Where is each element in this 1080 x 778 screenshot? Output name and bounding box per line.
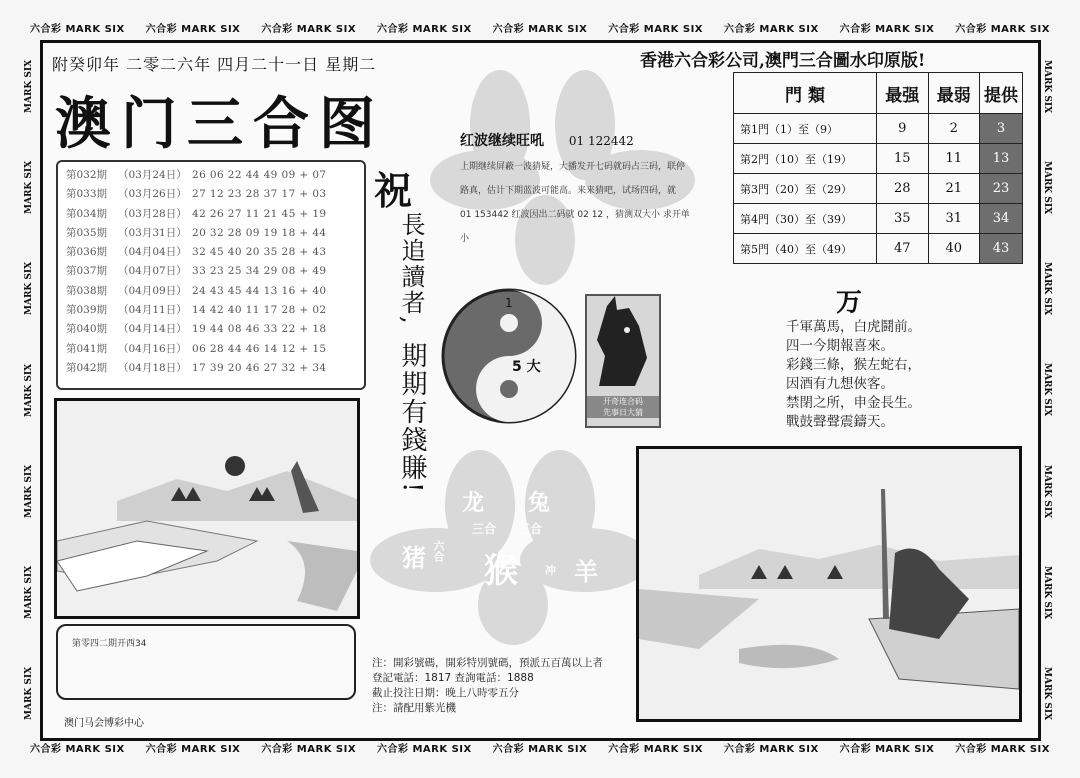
zodiac-monkey: 猴 bbox=[484, 551, 518, 591]
table-row: 第038期 （04月09日） 24 43 45 44 13 16 + 40 bbox=[66, 284, 327, 297]
top-brand-strip bbox=[30, 20, 1050, 34]
brand-logo: 六合彩 MARK SIX bbox=[492, 24, 588, 35]
brand-logo: 六合彩 MARK SIX bbox=[145, 24, 241, 35]
brand-logo: 六合彩 MARK SIX bbox=[261, 744, 357, 755]
notes-block: 注：開彩號碼，開彩特別號碼，預派五百萬以上者 登記電話：1817 查詢電話：1888 截止投注日期：晚上八時零五分 注：請配用紫光機 bbox=[372, 657, 603, 714]
zodiac-he-2: 三合 bbox=[518, 522, 543, 536]
zodiac-liu: 六合 bbox=[432, 540, 445, 562]
brand-logo: 六合彩 MARK SIX bbox=[723, 744, 819, 755]
brand-logo: 六合彩 MARK SIX bbox=[723, 24, 819, 35]
zodiac-rabbit: 兔 bbox=[528, 491, 551, 516]
greeting-main: 祝 bbox=[374, 168, 413, 213]
brand-logo: 六合彩 MARK SIX bbox=[608, 24, 704, 35]
table-row: 第5門（40）至（49） 47 40 43 bbox=[734, 234, 1023, 264]
horse-caption-2: 先事日大猜 bbox=[587, 407, 659, 418]
wave-code: 01 122442 bbox=[568, 134, 634, 148]
poem-title: 万 bbox=[836, 288, 863, 318]
horse-image bbox=[585, 294, 661, 428]
horse-caption-1: 开奇连合码 bbox=[587, 396, 659, 407]
zodiac-dragon: 龙 bbox=[462, 491, 485, 516]
brand-logo: 六合彩 MARK SIX bbox=[955, 24, 1050, 35]
brand-logo: 六合彩 MARK SIX bbox=[839, 744, 935, 755]
brand-logo: 六合彩 MARK SIX bbox=[145, 744, 241, 755]
note-box bbox=[56, 624, 356, 700]
brand-logo: 六合彩 MARK SIX bbox=[608, 744, 704, 755]
table-row: 第034期 （03月28日） 42 26 27 11 21 45 + 19 bbox=[66, 207, 327, 220]
date-line: 附癸卯年 二零二六年 四月二十一日 星期二 bbox=[52, 55, 377, 74]
brand-logo: 六合彩 MARK SIX bbox=[261, 24, 357, 35]
landscape-painting-right bbox=[636, 446, 1022, 722]
zodiac-pig: 猪 bbox=[402, 544, 426, 572]
right-brand-strip: MARK SIX MARK SIX MARK SIX MARK SIX MARK SIX MARK SIX MARK SIX bbox=[1042, 60, 1052, 720]
brand-logo: 六合彩 MARK SIX bbox=[492, 744, 588, 755]
yin-yang-top-number: 1 bbox=[505, 296, 513, 310]
brand-logo: 六合彩 MARK SIX bbox=[376, 24, 472, 35]
note-box-text: 第零四二期开西34 bbox=[72, 639, 147, 649]
table-row: 第3門（20）至（29） 28 21 23 bbox=[734, 174, 1023, 204]
draw-history-table bbox=[56, 160, 366, 390]
landscape-painting-left bbox=[54, 398, 360, 619]
table-row: 第035期 （03月31日） 20 32 28 09 19 18 + 44 bbox=[66, 226, 327, 239]
zodiac-he-1: 三合 bbox=[472, 522, 497, 536]
footer-left-label: 澳门马会博彩中心 bbox=[64, 718, 144, 729]
brand-logo: 六合彩 MARK SIX bbox=[839, 24, 935, 35]
zodiac-chong: 冲 bbox=[545, 564, 556, 577]
left-brand-strip: MARK SIX MARK SIX MARK SIX MARK SIX MARK SIX MARK SIX MARK SIX bbox=[24, 60, 34, 720]
page-title: 澳门三合图 bbox=[55, 92, 385, 157]
header-give: 提供 bbox=[980, 73, 1023, 114]
bottom-brand-strip bbox=[30, 740, 1050, 754]
wave-text: 上期继续屏蔽一波猜疑，大播发开七码就码占三码，联停路真，估计下期蓝波可能高。来来猜吧，试场四码，就 01 153442 红波因出二码就 02 12 ，猜测双大小 求开单小 bbox=[460, 162, 690, 244]
brand-logo: 六合彩 MARK SIX bbox=[30, 24, 125, 35]
brand-logo: 六合彩 MARK SIX bbox=[376, 744, 472, 755]
door-table bbox=[733, 72, 1023, 264]
table-row: 第036期 （04月04日） 32 45 40 20 35 28 + 43 bbox=[66, 246, 327, 259]
table-row: 第2門（10）至（19） 15 11 13 bbox=[734, 144, 1023, 174]
poem-text: 千軍萬馬，白虎鬪前。 四一今期報喜來。 彩錢三條，猴左蛇右， 因酒有九想俠客。 禁閉之所，申金長生。 戰鼓聲聲震鑄天。 bbox=[786, 319, 921, 430]
table-row: 第032期 （03月24日） 26 06 22 44 49 09 + 07 bbox=[66, 169, 327, 181]
table-row: 第042期 （04月18日） 17 39 20 46 27 32 + 34 bbox=[66, 361, 327, 374]
table-header-row bbox=[734, 73, 1023, 114]
header-door: 門 類 bbox=[734, 73, 877, 114]
greeting-line-1: 長追讀者, bbox=[397, 212, 425, 326]
brand-logo: 六合彩 MARK SIX bbox=[30, 744, 125, 755]
brand-logo: 六合彩 MARK SIX bbox=[955, 744, 1050, 755]
table-row: 第041期 （04月16日） 06 28 44 46 14 12 + 15 bbox=[66, 342, 327, 355]
table-row: 第1門（1）至（9） 9 2 3 bbox=[734, 114, 1023, 144]
wave-title: 红波继续旺吼 01 122442 bbox=[460, 133, 634, 149]
table-row: 第033期 （03月26日） 27 12 23 28 37 17 + 03 bbox=[66, 188, 327, 201]
table-row: 第037期 （04月07日） 33 23 25 34 29 08 + 49 bbox=[66, 265, 327, 278]
table-row: 第4門（30）至（39） 35 31 34 bbox=[734, 204, 1023, 234]
header-strong: 最强 bbox=[877, 73, 929, 114]
yin-yang-bottom-label: 5 大 bbox=[512, 359, 541, 375]
zodiac-goat: 羊 bbox=[574, 558, 598, 586]
header-weak: 最弱 bbox=[928, 73, 980, 114]
greeting-line-2: 期期有錢賺! bbox=[397, 342, 427, 495]
table-row: 第040期 （04月14日） 19 44 08 46 33 22 + 18 bbox=[66, 323, 327, 336]
company-heading: 香港六合彩公司,澳門三合圖水印原版! bbox=[640, 51, 926, 71]
table-row: 第039期 （04月11日） 14 42 40 11 17 28 + 02 bbox=[66, 304, 327, 317]
